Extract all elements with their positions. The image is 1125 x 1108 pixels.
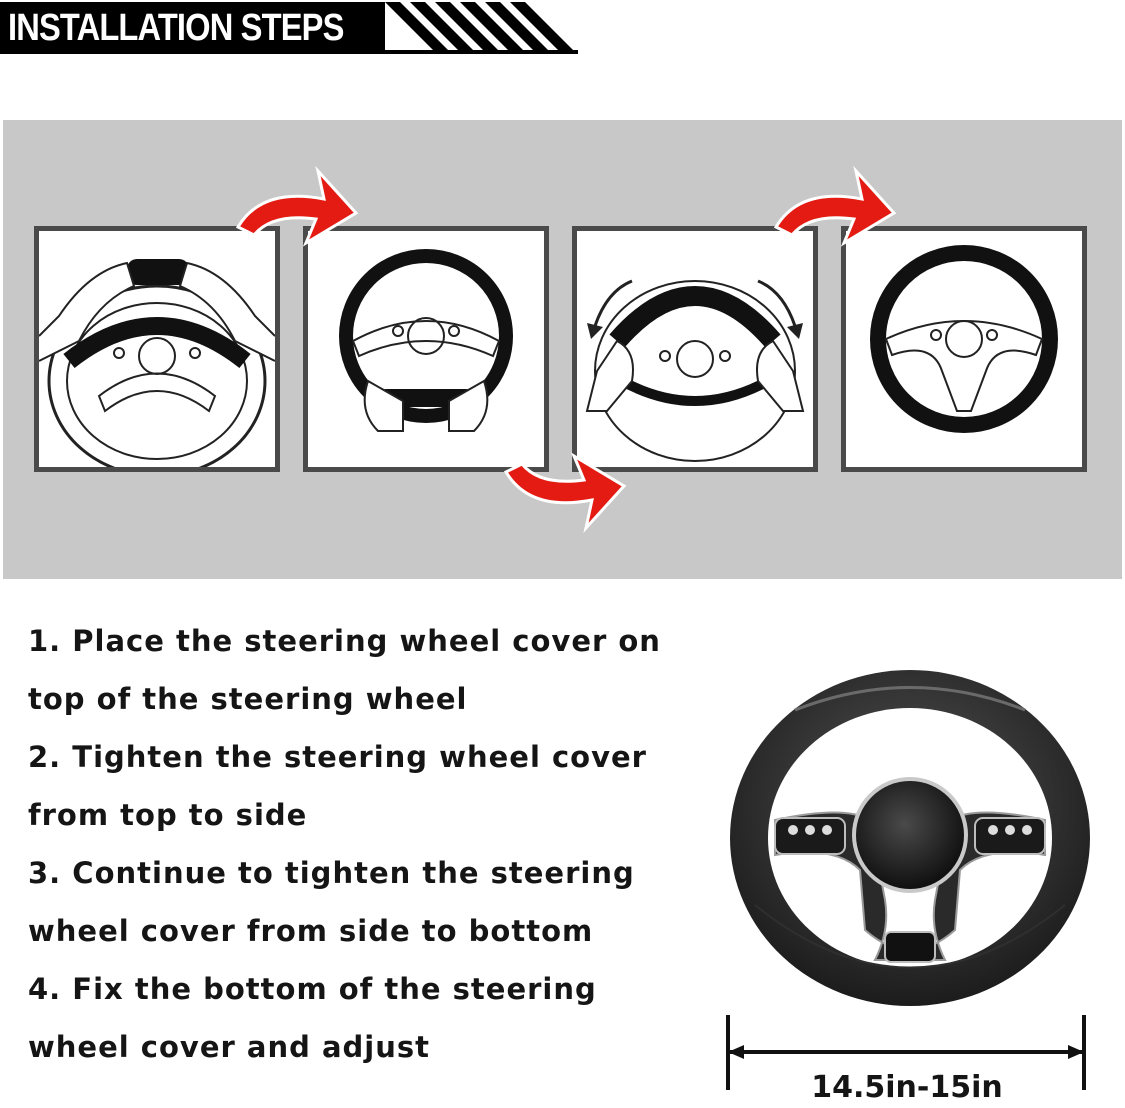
arrow-step-2-to-3-icon xyxy=(500,450,630,535)
instruction-line: 4. Fix the bottom of the steering xyxy=(28,972,597,1006)
instruction-line: 1. Place the steering wheel cover on xyxy=(28,624,661,658)
instruction-line: from top to side xyxy=(28,798,308,832)
hands-placing-cover-icon xyxy=(39,231,275,467)
instruction-line: 3. Continue to tighten the steering xyxy=(28,856,635,890)
arrow-step-3-to-4-icon xyxy=(770,165,900,250)
arrow-step-1-to-2-icon xyxy=(232,165,362,250)
step-2-image xyxy=(303,226,549,472)
instruction-line: top of the steering wheel xyxy=(28,682,468,716)
instruction-line: wheel cover and adjust xyxy=(28,1030,431,1064)
page-title: INSTALLATION STEPS xyxy=(8,7,344,49)
size-label: 14.5in-15in xyxy=(811,1070,1003,1105)
covered-steering-wheel-icon xyxy=(846,231,1082,467)
step-3-image xyxy=(572,226,818,472)
step-4-image xyxy=(841,226,1087,472)
hands-pulling-cover-down-icon xyxy=(308,231,544,467)
instruction-line: 2. Tighten the steering wheel cover xyxy=(28,740,647,774)
instruction-list xyxy=(28,612,728,1076)
hands-tightening-sides-icon xyxy=(577,231,813,467)
step-1-image xyxy=(34,226,280,472)
instruction-line: wheel cover from side to bottom xyxy=(28,914,594,948)
header-banner xyxy=(0,0,580,56)
steering-wheel-photo xyxy=(725,670,1095,1015)
